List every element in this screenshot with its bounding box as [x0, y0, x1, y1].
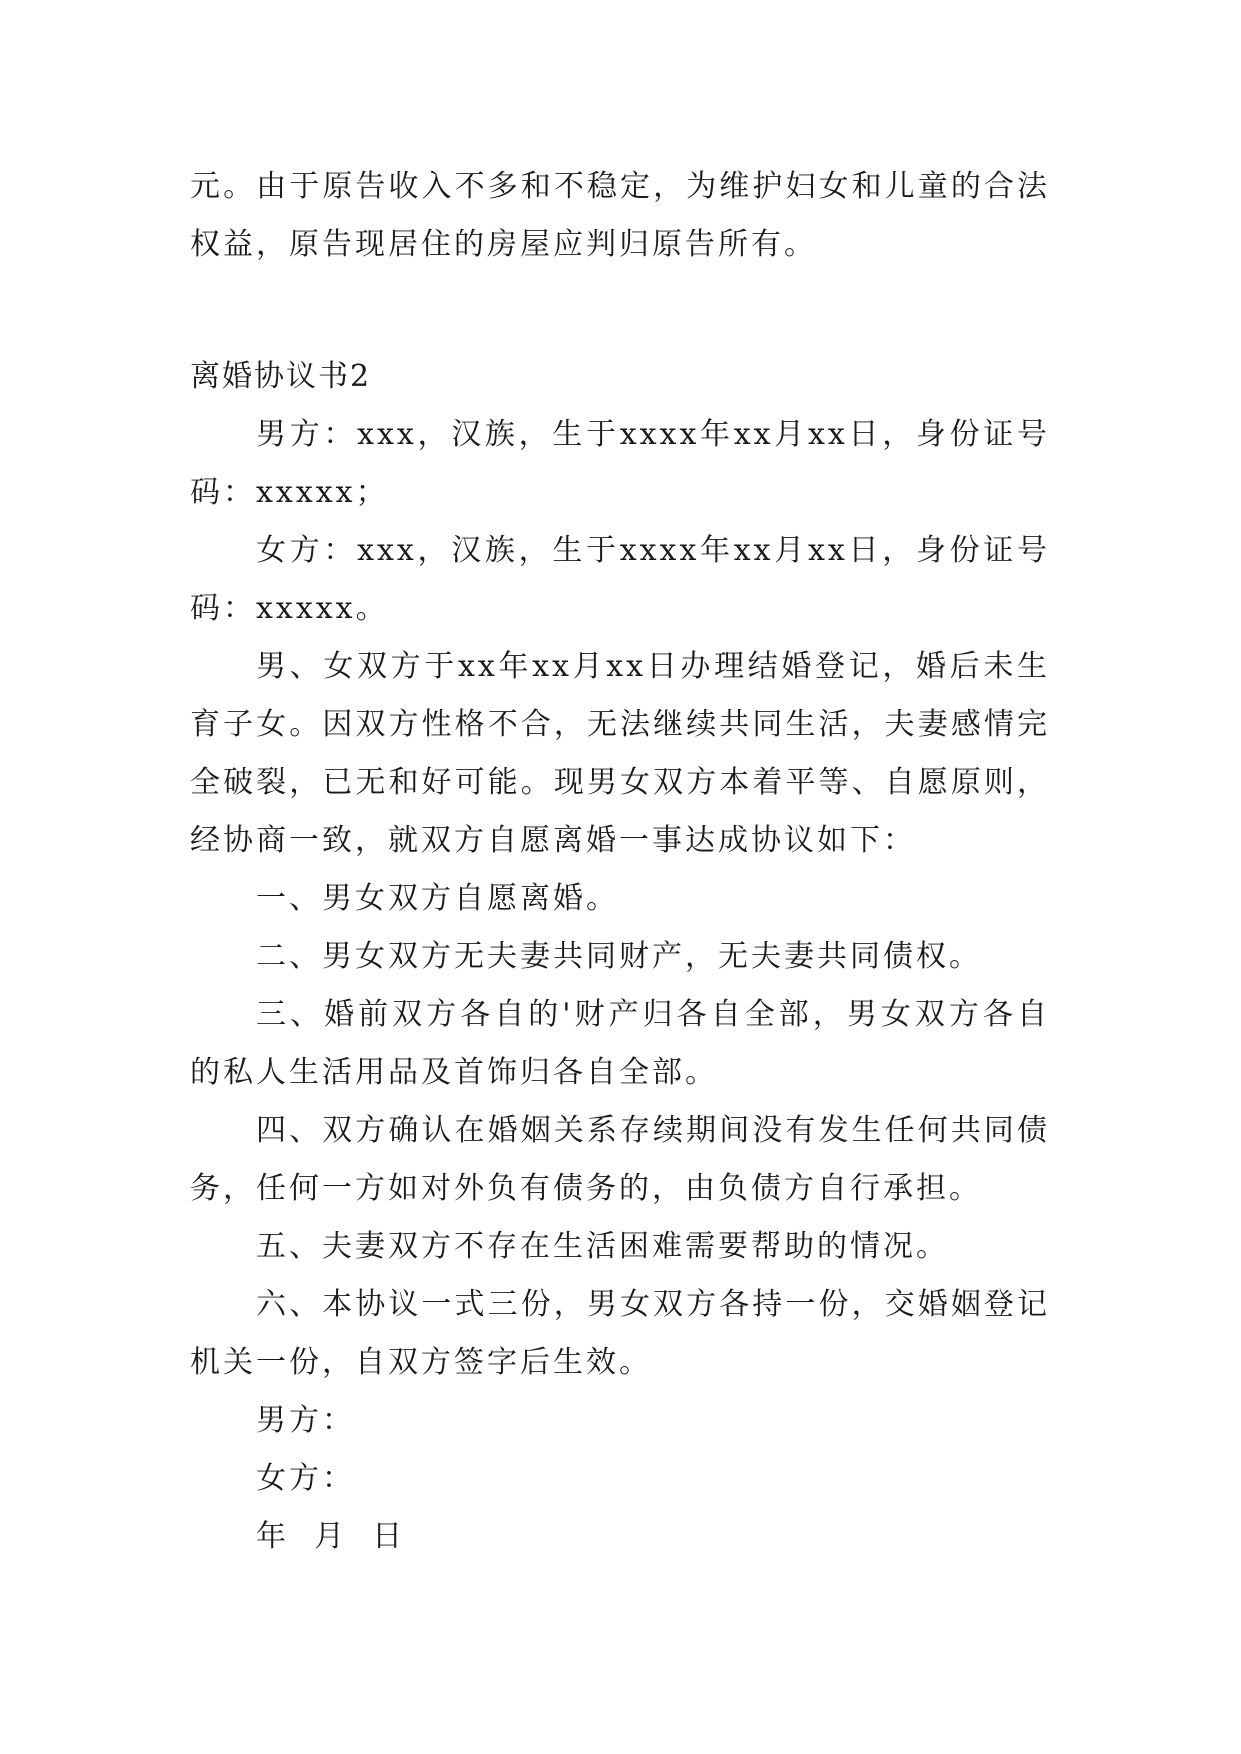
clause-5: 五、夫妻双方不存在生活困难需要帮助的情况。: [256, 1229, 949, 1264]
female-party-info: 女方：xxx，汉族，生于xxxx年xx月xx日，身份证号码：xxxxx。: [190, 533, 1050, 626]
section-title: 离婚协议书2: [190, 359, 372, 394]
agreement-background: 男、女双方于xx年xx月xx日办理结婚登记，婚后未生育子女。因双方性格不合，无法继续共同生活，夫妻感情完全破裂，已无和好可能。现男女双方本着平等、自愿原则，经协商一致，就双方自愿离婚一事达成协议如下：: [190, 649, 1050, 858]
clause-6: 六、本协议一式三份，男女双方各持一份，交婚姻登记机关一份，自双方签字后生效。: [190, 1287, 1050, 1380]
clause-1: 一、男女双方自愿离婚。: [256, 881, 619, 916]
clause-4: 四、双方确认在婚姻关系存续期间没有发生任何共同债务，任何一方如对外负有债务的，由负债方自行承担。: [190, 1113, 1050, 1206]
section-spacer: [190, 274, 1050, 348]
signature-date: 年 月 日: [256, 1519, 406, 1554]
signature-female: 女方：: [256, 1461, 355, 1496]
male-party-info: 男方：xxx，汉族，生于xxxx年xx月xx日，身份证号码：xxxxx；: [190, 417, 1050, 510]
clause-3: 三、婚前双方各自的'财产归各自全部，男女双方各自的私人生活用品及首饰归各自全部。: [190, 997, 1050, 1090]
clause-2: 二、男女双方无夫妻共同财产，无夫妻共同债权。: [256, 939, 982, 974]
signature-male: 男方：: [256, 1403, 355, 1438]
intro-paragraph: 元。由于原告收入不多和不稳定，为维护妇女和儿童的合法权益，原告现居住的房屋应判归原告所有。: [190, 169, 1050, 262]
document-page: [190, 158, 1050, 1566]
